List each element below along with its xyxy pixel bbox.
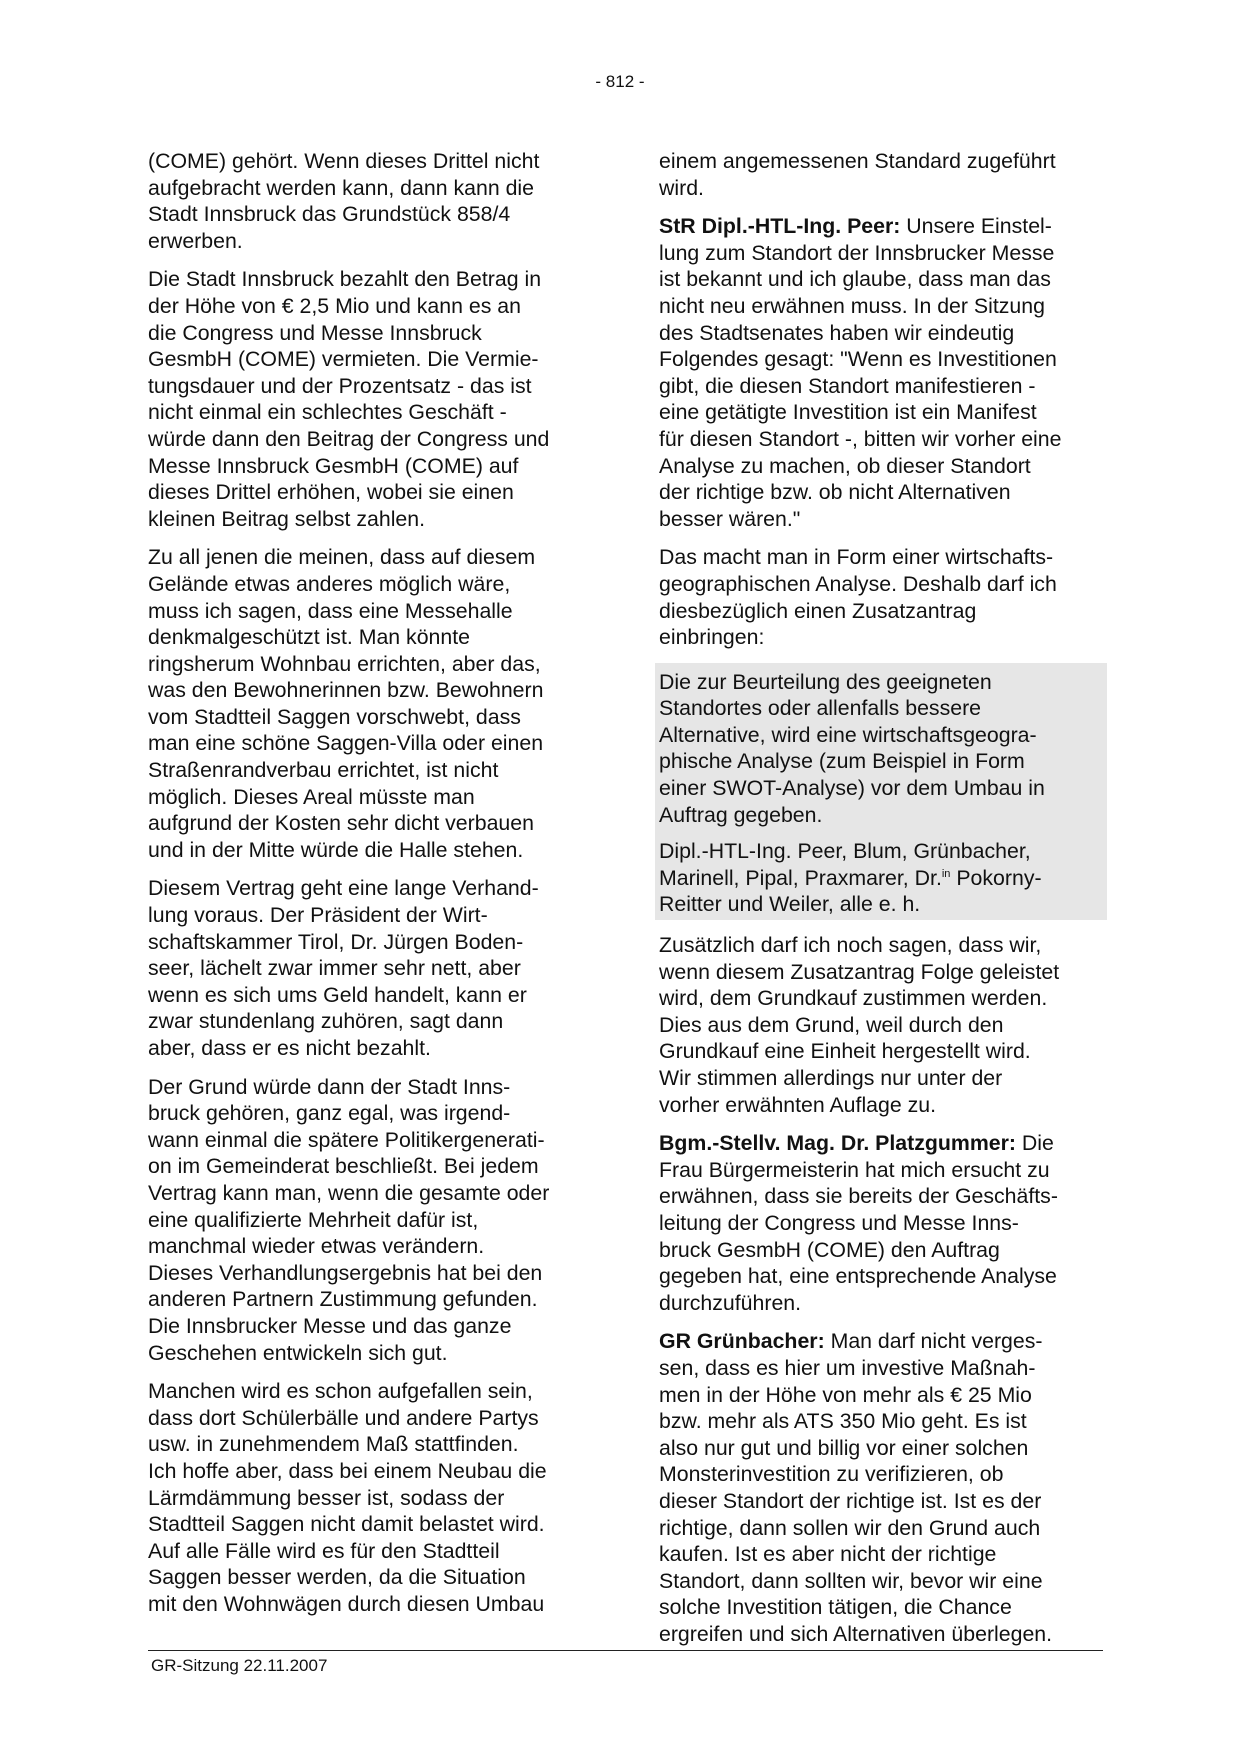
text-line: Folgendes gesagt: "Wenn es Investitionen — [659, 347, 1057, 372]
text-line: men in der Höhe von mehr als € 25 Mio — [659, 1382, 1032, 1407]
text-line: Messe Innsbruck GesmbH (COME) auf — [148, 453, 519, 478]
text-line: Stadt Innsbruck das Grundstück 858/4 — [148, 202, 511, 227]
text-line — [659, 865, 1103, 892]
text-line: Alternative, wird eine wirtschaftsgeogra- — [659, 722, 1037, 747]
text-line: leitung der Congress und Messe Inns- — [659, 1210, 1019, 1235]
motion-text — [659, 669, 1103, 829]
paragraph — [659, 544, 1103, 650]
text-line: diesbezüglich einen Zusatzantrag — [659, 598, 977, 623]
speech-text: Man darf nicht verges- — [824, 1329, 1043, 1354]
paragraph — [659, 932, 1103, 1118]
text-line: Stadtteil Saggen nicht damit belastet wird. — [148, 1512, 545, 1537]
text-line: Straßenrandverbau errichtet, ist nicht — [148, 758, 499, 783]
text-line: Auftrag gegeben. — [659, 802, 823, 827]
paragraph — [148, 544, 590, 863]
text-line: (COME) gehört. Wenn dieses Drittel nicht — [148, 149, 540, 173]
text-line: dass dort Schülerbälle und andere Partys — [148, 1405, 539, 1430]
speech-peer — [659, 213, 1103, 532]
text-line: geographischen Analyse. Deshalb darf ich — [659, 571, 1057, 596]
text-line: denkmalgeschützt ist. Man könnte — [148, 625, 470, 650]
text-line: dieses Drittel erhöhen, wobei sie einen — [148, 480, 514, 505]
text-line: anderen Partnern Zustimmung gefunden. — [148, 1287, 538, 1312]
text-line: man eine schöne Saggen-Villa oder einen — [148, 731, 544, 756]
text-line: ringsherum Wohnbau errichten, aber das, — [148, 651, 541, 676]
text-line: nicht einmal ein schlechtes Geschäft - — [148, 400, 507, 425]
text-line: wenn es sich ums Geld handelt, kann er — [148, 982, 527, 1007]
text-line: Lärmdämmung besser ist, sodass der — [148, 1485, 505, 1510]
text-line: bruck GesmbH (COME) den Auftrag — [659, 1237, 1000, 1262]
text-line: besser wären." — [659, 506, 801, 531]
text-line: durchzuführen. — [659, 1290, 802, 1315]
text-line: Wir stimmen allerdings nur unter der — [659, 1066, 1003, 1090]
text-line: möglich. Dieses Areal müsste man — [148, 784, 475, 809]
text-line: mit den Wohnwägen durch diesen Umbau — [148, 1591, 545, 1616]
page-number: - 812 - — [595, 72, 645, 91]
paragraph — [148, 1074, 590, 1367]
speech-text: Unsere Einstel- — [900, 214, 1052, 239]
text-line: Analyse zu machen, ob dieser Standort — [659, 453, 1031, 478]
right-column — [659, 148, 1103, 1659]
text-line: die Congress und Messe Innsbruck — [148, 320, 482, 345]
text-line: Monsterinvestition zu verifizieren, ob — [659, 1462, 1004, 1487]
text-line: was den Bewohnerinnen bzw. Bewohnern — [148, 678, 544, 703]
text-line: Der Grund würde dann der Stadt Inns- — [148, 1074, 511, 1099]
text-line: Saggen besser werden, da die Situation — [148, 1565, 526, 1590]
text-line: Auf alle Fälle wird es für den Stadtteil — [148, 1538, 500, 1563]
text-line: Dipl.-HTL-Ing. Peer, Blum, Grünbacher, — [659, 839, 1031, 864]
text-line: einer SWOT-Analyse) vor dem Umbau in — [659, 776, 1045, 801]
text-line: Reitter und Weiler, alle e. h. — [659, 892, 921, 917]
text-line: Das macht man in Form einer wirtschafts- — [659, 545, 1054, 570]
text-line — [659, 1130, 1103, 1157]
text-line: kleinen Beitrag selbst zahlen. — [148, 506, 426, 531]
motion-signers — [659, 838, 1103, 918]
text-line: nicht neu erwähnen muss. In der Sitzung — [659, 293, 1045, 318]
paragraph — [148, 148, 590, 254]
text-line: Frau Bürgermeisterin hat mich ersucht zu — [659, 1157, 1050, 1182]
text-line: muss ich sagen, dass eine Messehalle — [148, 598, 513, 623]
left-column — [148, 148, 590, 1629]
text-line: Geschehen entwickeln sich gut. — [148, 1340, 448, 1365]
text-line: wird, dem Grundkauf zustimmen werden. — [659, 986, 1048, 1011]
text-line: für diesen Standort -, bitten wir vorher eine — [659, 426, 1062, 451]
text-line: seer, lächelt zwar immer sehr nett, aber — [148, 956, 521, 981]
paragraph — [659, 148, 1103, 201]
text-line: Vertrag kann man, wenn die gesamte oder — [148, 1180, 550, 1205]
signers-text: Marinell, Pipal, Praxmarer, Dr. — [659, 865, 942, 890]
text-line: Dies aus dem Grund, weil durch den — [659, 1012, 1004, 1037]
text-line: erwähnen, dass sie bereits der Geschäfts- — [659, 1184, 1058, 1209]
text-line: Zusätzlich darf ich noch sagen, dass wir, — [659, 933, 1042, 958]
paragraph — [148, 1378, 590, 1617]
text-line: Standortes oder allenfalls bessere — [659, 696, 982, 721]
text-line: vorher erwähnten Auflage zu. — [659, 1092, 937, 1117]
text-line: sen, dass es hier um investive Maßnah- — [659, 1355, 1036, 1380]
speech-gruenbacher — [659, 1328, 1103, 1647]
speech-text: Die — [1015, 1131, 1054, 1156]
text-line: lung voraus. Der Präsident der Wirt- — [148, 903, 488, 928]
footer-divider — [148, 1650, 1103, 1651]
text-line: ist bekannt und ich glaube, dass man das — [659, 267, 1051, 292]
paragraph — [148, 875, 590, 1061]
text-line: eine qualifizierte Mehrheit dafür ist, — [148, 1207, 479, 1232]
text-line: usw. in zunehmendem Maß stattfinden. — [148, 1432, 519, 1457]
text-line: Die zur Beurteilung des geeigneten — [659, 669, 992, 694]
text-line: wann einmal die spätere Politikergenerati- — [148, 1127, 545, 1152]
text-line: Grundkauf eine Einheit hergestellt wird. — [659, 1039, 1031, 1064]
text-line: on im Gemeinderat beschließt. Bei jedem — [148, 1154, 539, 1179]
text-line: einbringen: — [659, 625, 765, 650]
text-line: Ich hoffe aber, dass bei einem Neubau die — [148, 1458, 547, 1483]
text-line: Die Stadt Innsbruck bezahlt den Betrag in — [148, 267, 542, 292]
text-line: aber, dass er es nicht bezahlt. — [148, 1036, 431, 1060]
speaker-name: Bgm.-Stellv. Mag. Dr. Platzgummer: — [659, 1131, 1016, 1156]
speaker-name: GR Grünbacher: — [659, 1329, 825, 1354]
text-line: Die Innsbrucker Messe und das ganze — [148, 1313, 512, 1338]
speech-platzgummer — [659, 1130, 1103, 1316]
text-line: bruck gehören, ganz egal, was irgend- — [148, 1101, 511, 1126]
text-line: zwar stundenlang zuhören, sagt dann — [148, 1009, 504, 1034]
text-line: Gelände etwas anderes möglich wäre, — [148, 571, 511, 596]
text-line: tungsdauer und der Prozentsatz - das ist — [148, 373, 532, 398]
text-line: phische Analyse (zum Beispiel in Form — [659, 749, 1025, 774]
text-line: richtige, dann sollen wir den Grund auch — [659, 1515, 1041, 1540]
text-line — [659, 1328, 1103, 1355]
text-line: würde dann den Beitrag der Congress und — [148, 426, 550, 451]
text-line: dieser Standort der richtige ist. Ist es der — [659, 1488, 1042, 1513]
text-line: GesmbH (COME) vermieten. Die Vermie- — [148, 347, 539, 372]
text-line: gegeben hat, eine entsprechende Analyse — [659, 1264, 1057, 1289]
text-line: des Stadtsenates haben wir eindeutig — [659, 320, 1015, 345]
paragraph — [148, 266, 590, 532]
text-line: vom Stadtteil Saggen vorschwebt, dass — [148, 704, 521, 729]
text-line: wenn diesem Zusatzantrag Folge geleistet — [659, 959, 1060, 984]
text-line: Manchen wird es schon aufgefallen sein, — [148, 1379, 533, 1404]
text-line: also nur gut und billig vor einer solchen — [659, 1435, 1029, 1460]
text-line: aufgrund der Kosten sehr dicht verbauen — [148, 811, 534, 836]
speaker-name: StR Dipl.-HTL-Ing. Peer: — [659, 214, 901, 239]
motion-box — [655, 663, 1107, 920]
text-line: manchmal wieder etwas verändern. — [148, 1234, 485, 1259]
text-line — [659, 213, 1103, 240]
text-line: schaftskammer Tirol, Dr. Jürgen Boden- — [148, 929, 524, 954]
footer-session-date: GR-Sitzung 22.11.2007 — [151, 1656, 328, 1675]
text-line: ergreifen und sich Alternativen überlegen. — [659, 1621, 1053, 1646]
text-line: Dieses Verhandlungsergebnis hat bei den — [148, 1260, 543, 1285]
text-line: gibt, die diesen Standort manifestieren - — [659, 373, 1036, 398]
text-line: der Höhe von € 2,5 Mio und kann es an — [148, 293, 521, 318]
signers-text: Pokorny- — [950, 865, 1042, 890]
superscript: in — [941, 867, 951, 880]
text-line: erwerben. — [148, 228, 243, 253]
text-line: einem angemessenen Standard zugeführt — [659, 149, 1056, 173]
text-line: kaufen. Ist es aber nicht der richtige — [659, 1542, 997, 1567]
text-line: bzw. mehr als ATS 350 Mio geht. Es ist — [659, 1409, 1027, 1434]
text-line: solche Investition tätigen, die Chance — [659, 1595, 1012, 1620]
text-line: der richtige bzw. ob nicht Alternativen — [659, 480, 1011, 505]
text-line: aufgebracht werden kann, dann kann die — [148, 175, 534, 200]
text-line: wird. — [659, 175, 704, 200]
text-line: Diesem Vertrag geht eine lange Verhand- — [148, 876, 539, 901]
text-line: und in der Mitte würde die Halle stehen. — [148, 837, 524, 862]
text-line: Standort, dann sollten wir, bevor wir eine — [659, 1568, 1043, 1593]
text-line: lung zum Standort der Innsbrucker Messe — [659, 240, 1055, 265]
text-line: Zu all jenen die meinen, dass auf diesem — [148, 545, 536, 570]
text-line: eine getätigte Investition ist ein Manifest — [659, 400, 1037, 425]
